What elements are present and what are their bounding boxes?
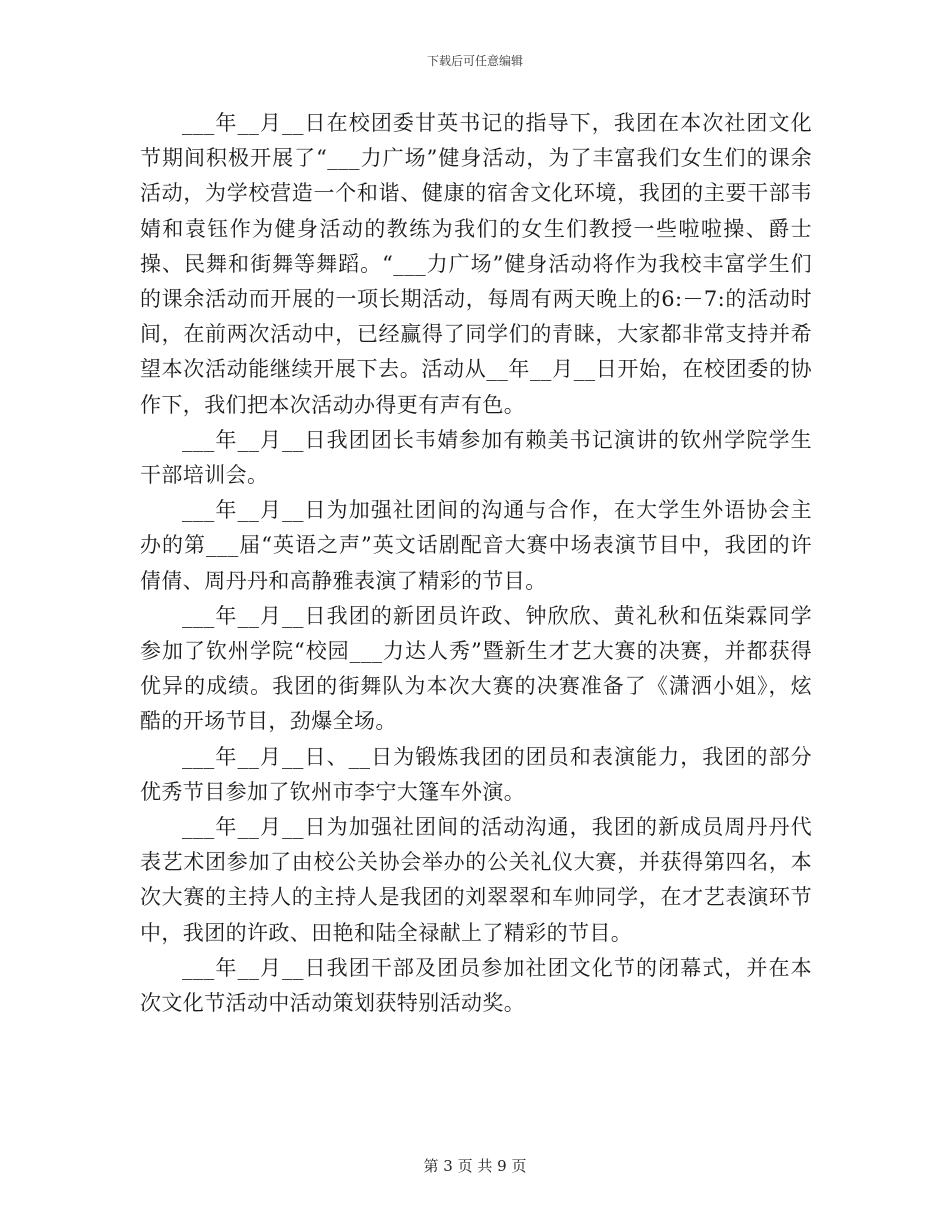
- page-number-footer: 第 3 页 共 9 页: [423, 1157, 527, 1175]
- paragraph-1: ___年__月__日在校团委甘英书记的指导下，我团在本次社团文化节期间积极开展了“___力广场”健身活动，为了丰富我们女生们的课余活动，为学校营造一个和谐、健康的宿舍文化环境，我团的主要干部韦婧和袁钰作为健身活动的教练为我们的女生们教授一些啦啦操、爵士操、民舞和街舞等舞蹈。“___力广场”健身活动将作为我校丰富学生们的课余活动而开展的一项长期活动，每周有两天晚上的6:－7:的活动时间，在前两次活动中，已经赢得了同学们的青睐，大家都非常支持并希望本次活动能继续开展下去。活动从__年__月__日开始，在校团委的协作下，我们把本次活动办得更有声有色。: [140, 111, 812, 417]
- paragraph-5: ___年__月__日、__日为锻炼我团的团员和表演能力，我团的部分优秀节目参加了钦州市李宁大篷车外演。: [140, 744, 812, 804]
- page-header-note: 下载后可任意编辑: [426, 54, 523, 68]
- paragraph-6: ___年__月__日为加强社团间的活动沟通，我团的新成员周丹丹代表艺术团参加了由校公关协会举办的公关礼仪大赛，并获得第四名，本次大赛的主持人的主持人是我团的刘翠翠和车帅同学，在才艺表演环节中，我团的许政、田艳和陆全禄献上了精彩的节目。: [140, 815, 812, 945]
- paragraph-4: ___年__月__日我团的新团员许政、钟欣欣、黄礼秋和伍柒霖同学参加了钦州学院“校园___力达人秀”暨新生才艺大赛的决赛，并都获得优异的成绩。我团的街舞队为本次大赛的决赛准备了《潇洒小姐》，炫酷的开场节目，劲爆全场。: [140, 603, 812, 734]
- paragraph-7: ___年__月__日我团干部及团员参加社团文化节的闭幕式，并在本次文化节活动中活动策划获特别活动奖。: [140, 955, 812, 1016]
- document-body: [140, 106, 812, 1021]
- paragraph-2: ___年__月__日我团团长韦婧参加有赖美书记演讲的钦州学院学生干部培训会。: [140, 427, 812, 488]
- paragraph-3: ___年__月__日为加强社团间的沟通与合作，在大学生外语协会主办的第___届“英语之声”英文话剧配音大赛中场表演节目中，我团的许倩倩、周丹丹和高静雅表演了精彩的节目。: [140, 498, 812, 593]
